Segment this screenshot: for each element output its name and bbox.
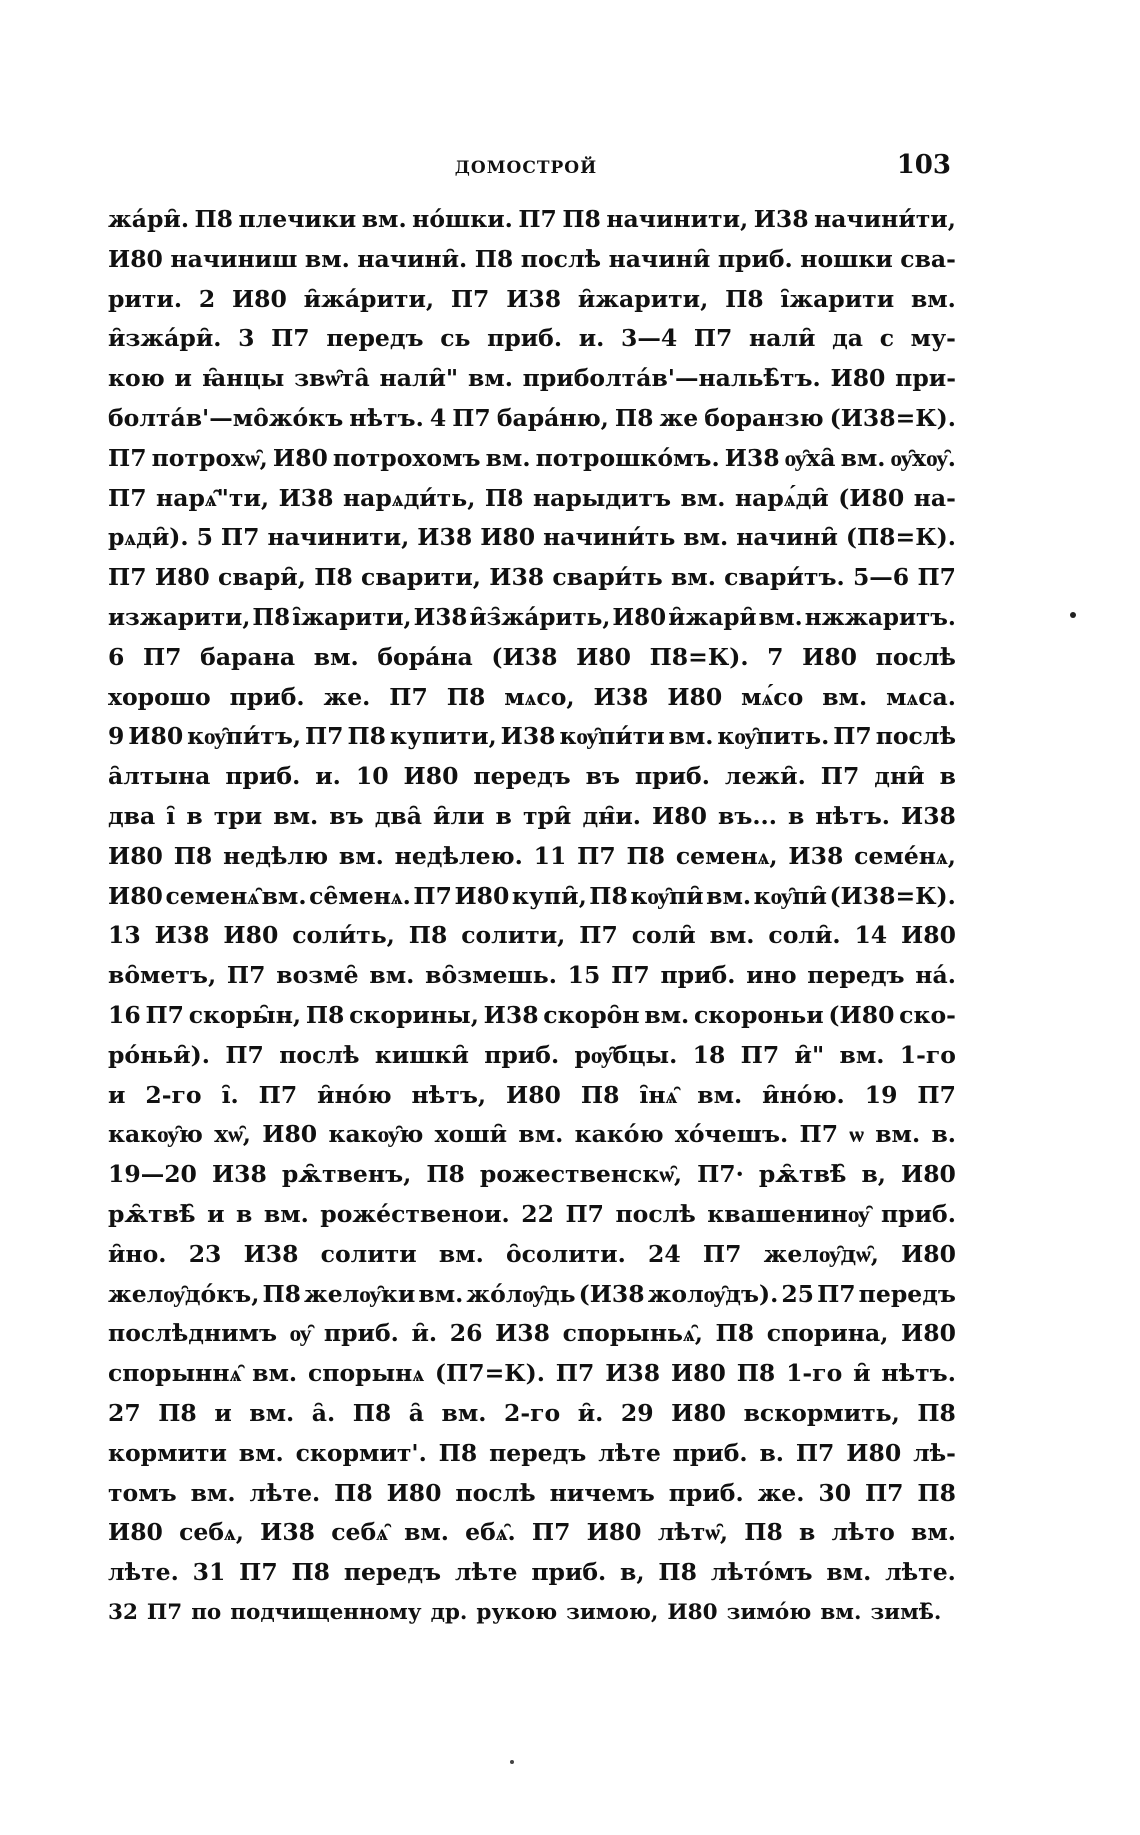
text-line: болта́в'—мо̑жо́къ нѣтъ. 4 П7 бара́ню, П8 же боранзю (И38=К). [108,403,956,432]
margin-dot [1070,612,1076,618]
running-title: ДОМОСТРОЙ [454,158,598,178]
text-line: и̑но. 23 И38 солити вм. о̑солити. 24 П7 желѹ̑дѡ̑, И80 [108,1239,956,1268]
page-speck [510,1760,514,1764]
text-line: лѣте. 31 П7 П8 передъ лѣте приб. в, П8 лѣто́мъ вм. лѣте. [108,1558,956,1587]
text-line: во̑метъ, П7 возме̑ вм. во̑змешь. 15 П7 приб. ино передъ на́. [108,961,956,990]
text-line: спорыннѧ̑ вм. спорынѧ (П7=К). П7 И38 И80 П8 1-го и̑ нѣтъ. [108,1359,956,1388]
text-line: И80 семенѧ̑ вм. се̑менѧ. П7 И80 купи̑, П8 кѹ̑пи̑ вм. кѹ̑пи̑ (И38=К). [108,881,956,910]
text-line: П7 нарѧ̑"ти, И38 нарѧди́ть, П8 нарыдитъ вм. нарѧ́ди̑ (И80 на- [108,483,956,512]
text-line: И80 начиниш вм. начини̑. П8 послѣ начини̑ приб. ношки сва- [108,244,956,273]
text-line: и 2-го і̑. П7 и̑но́ю нѣтъ, И80 П8 і̑нѧ̑ вм. и̑но́ю. 19 П7 [108,1080,956,1109]
text-line: кормити вм. скормит'. П8 передъ лѣте приб. в. П7 И80 лѣ- [108,1438,956,1467]
text-line: 32 П7 по подчищенному др. рукою зимою, И80 зимо́ю вм. зимѣ̑. [108,1599,942,1625]
page-number: 103 [896,150,951,180]
text-line: а̑лтына приб. и. 10 И80 передъ въ приб. лежи̑. П7 дни̑ в [108,762,956,791]
text-line: И80 себѧ, И38 себѧ̑ вм. ебѧ̑. П7 И80 лѣтѡ̑, П8 в лѣто вм. [108,1518,956,1547]
text-line: рити. 2 И80 и̑жа́рити, П7 И38 и̑жарити, П8 і̑жарити вм. [108,284,956,313]
text-line: рѧди̑). 5 П7 начинити, И38 И80 начини́ть вм. начини̑ (П8=К). [108,523,956,552]
running-head [95,150,957,190]
text-line: и̑зжа́ри̑. 3 П7 передъ сь приб. и. 3—4 П7 нали̑ да с му- [108,324,956,353]
text-line: 9 И80 кѹ̑пи́тъ, П7 П8 купити, И38 кѹ̑пи́ти вм. кѹ̑пить. П7 послѣ [108,722,956,751]
text-line: послѣднимъ ѹ̑ приб. и̑. 26 И38 спорыньѧ̑, П8 спорина, И80 [108,1319,956,1348]
text-line: 16 П7 скоры̑н, П8 скорины, И38 скоро̑н вм. скороньи (И80 ско- [108,1000,956,1029]
text-line: изжарити, П8 і̑жарити, И38 и̑з̑жа́рить, И80 и̑жари̑ вм. нжжаритъ. [108,603,956,631]
text-line: ро́ньи̑). П7 послѣ кишки̑ приб. рѹ̑бцы. 18 П7 и̑" вм. 1-го [108,1040,956,1069]
text-line: 27 П8 и вм. а̑. П8 а̑ вм. 2-го и̑. 29 И80 вскормить, П8 [108,1398,956,1427]
text-line: 13 И38 И80 соли́ть, П8 солити, П7 соли̑ вм. соли̑. 14 И80 [108,921,956,950]
text-line: рѫ̑твѣ̑ и в вм. роже́ственои. 22 П7 послѣ квашенинѹ̑ приб. [108,1199,956,1228]
text-line: желѹ̑до́къ, П8 желѹ̑ки вм. жо́лѹ̑дь (И38 жолѹ̑дъ). 25 П7 передъ [108,1279,956,1308]
text-line: П7 потрохѡ̑, И80 потрохомъ вм. потрошко́мъ. И38 ѹ̑ха̑ вм. ѹ̑хѹ̑. [108,443,956,472]
text-line: хорошо приб. же. П7 П8 мѧсо, И38 И80 мѧ́со вм. мѧса. [108,682,956,711]
text-line: два і̑ в три вм. въ два̑ и̑ли в три̑ дн̑и. И80 въ... в нѣтъ. И38 [108,801,956,830]
text-line: кою и ꙗ̑нцы звѡ̑та̑ нали̑" вм. приболта́в'—нальѣ̑тъ. И80 при- [108,364,956,393]
text-line: какѹ̑ю хѡ̑, И80 какѹ̑ю хоши̑ вм. како́ю хо́чешъ. П7 ѡ вм. в. [108,1120,956,1149]
text-line: 6 П7 барана вм. бора́на (И38 И80 П8=К). 7 И80 послѣ [108,642,956,671]
text-line: И80 П8 недѣлю вм. недѣлею. 11 П7 П8 семенѧ, И38 семе́нѧ, [108,841,956,870]
textual-variants-text [108,200,956,1633]
text-line: жа́ри̑. П8 плечики вм. но́шки. П7 П8 начинити, И38 начини́ти, [108,205,956,233]
text-line: П7 И80 свари̑, П8 сварити, И38 свари́ть вм. свари́тъ. 5—6 П7 [108,563,956,592]
text-line: томъ вм. лѣте. П8 И80 послѣ ничемъ приб. же. 30 П7 П8 [108,1478,956,1507]
text-line: 19—20 И38 рѫ̑твенъ, П8 рожественскѡ̑, П7· рѫ̑твѣ̑ в, И80 [108,1160,956,1189]
